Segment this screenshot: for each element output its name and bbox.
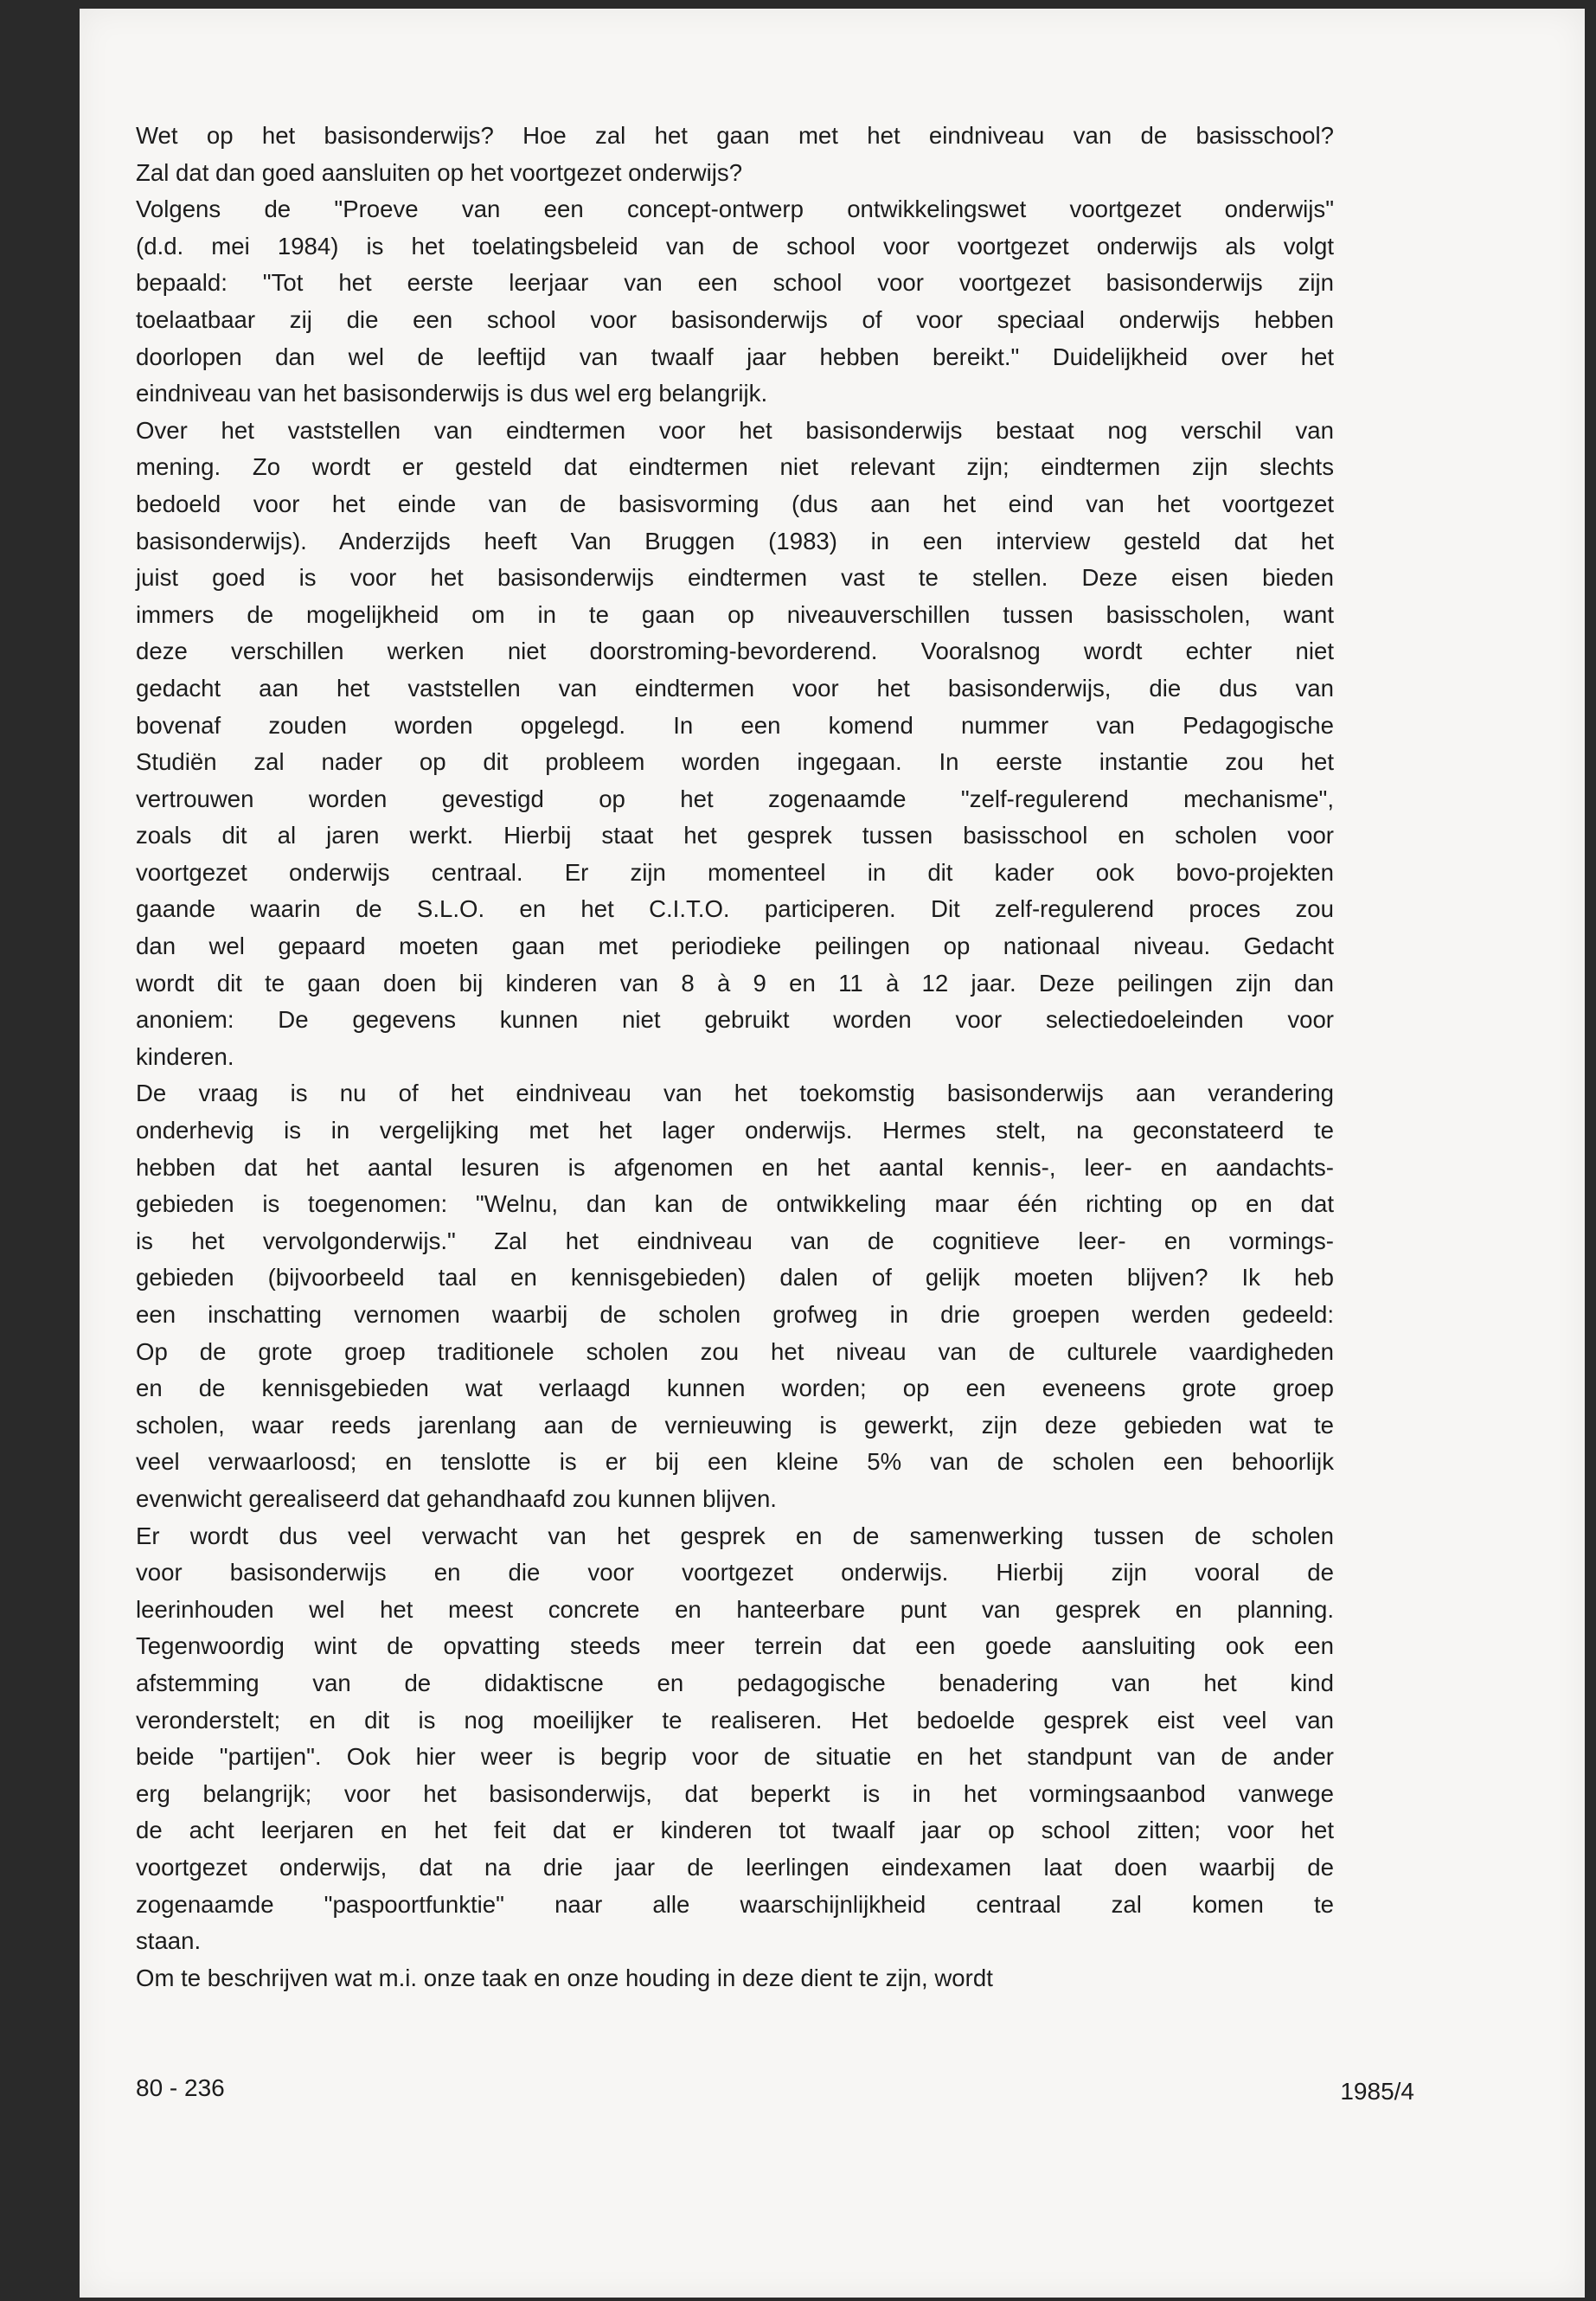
text-line: bovenaf zouden worden opgelegd. In een komend nummer van Pedagogische	[136, 711, 1334, 739]
text-line: een inschatting vernomen waarbij de scholen grofweg in drie groepen werden gedeeld:	[136, 1301, 1334, 1328]
text-line: gedacht aan het vaststellen van eindtermen voor het basisonderwijs, die dus van	[136, 674, 1334, 702]
text-line: doorlopen dan wel de leeftijd van twaalf jaar hebben bereikt." Duidelijkheid over het	[136, 343, 1334, 370]
text-line: Over het vaststellen van eindtermen voor het basisonderwijs bestaat nog verschil van	[136, 416, 1334, 444]
text-line: zoals dit al jaren werkt. Hierbij staat het gesprek tussen basisschool en scholen voor	[136, 822, 1334, 849]
text-line: mening. Zo wordt er gesteld dat eindtermen niet relevant zijn; eindtermen zijn slechts	[136, 453, 1334, 481]
text-line: kinderen.	[136, 1042, 234, 1070]
text-line: wordt dit te gaan doen bij kinderen van 8 à 9 en 11 à 12 jaar. Deze peilingen zijn dan	[136, 969, 1334, 997]
text-line: erg belangrijk; voor het basisonderwijs, dat beperkt is in het vormingsaanbod vanwege	[136, 1779, 1334, 1807]
text-line: is het vervolgonderwijs." Zal het eindniveau van de cognitieve leer- en vormings-	[136, 1227, 1334, 1254]
text-line: anoniem: De gegevens kunnen niet gebruikt worden voor selectiedoeleinden voor	[136, 1006, 1334, 1034]
text-line: veel verwaarloosd; en tenslotte is er bij een kleine 5% van de scholen een behoorlijk	[136, 1448, 1334, 1476]
text-line: bepaald: "Tot het eerste leerjaar van een school voor voortgezet basisonderwijs zijn	[136, 269, 1334, 297]
text-line: veronderstelt; en dit is nog moeilijker te realiseren. Het bedoelde gesprek eist veel van	[136, 1706, 1334, 1734]
text-line: voor basisonderwijs en die voor voortgezet onderwijs. Hierbij zijn vooral de	[136, 1559, 1334, 1586]
text-line: de acht leerjaren en het feit dat er kinderen tot twaalf jaar op school zitten; voor het	[136, 1817, 1334, 1844]
text-line: en de kennisgebieden wat verlaagd kunnen worden; op een eveneens grote groep	[136, 1375, 1334, 1402]
text-line: deze verschillen werken niet doorstroming-bevorderend. Vooralsnog wordt echter niet	[136, 638, 1334, 665]
page-reference: 80 - 236	[136, 2074, 225, 2101]
text-line: beide "partijen". Ook hier weer is begrip voor de situatie en het standpunt van de ander	[136, 1743, 1334, 1771]
text-line: Volgens de "Proeve van een concept-ontwerp ontwikkelingswet voortgezet onderwijs"	[136, 195, 1334, 223]
text-line: gaande waarin de S.L.O. en het C.I.T.O. participeren. Dit zelf-regulerend proces zou	[136, 895, 1334, 923]
text-line: juist goed is voor het basisonderwijs eindtermen vast te stellen. Deze eisen bieden	[136, 564, 1334, 592]
text-line: toelaatbaar zij die een school voor basisonderwijs of voor speciaal onderwijs hebben	[136, 305, 1334, 333]
text-line: evenwicht gerealiseerd dat gehandhaafd zou kunnen blijven.	[136, 1484, 777, 1512]
text-line: afstemming van de didaktiscne en pedagogische benadering van het kind	[136, 1669, 1334, 1696]
text-line: Om te beschrijven wat m.i. onze taak en onze houding in deze dient te zijn, wordt	[136, 1964, 993, 1991]
text-line: scholen, waar reeds jarenlang aan de vernieuwing is gewerkt, zijn deze gebieden wat te	[136, 1411, 1334, 1439]
text-line: gebieden (bijvoorbeeld taal en kennisgebieden) dalen of gelijk moeten blijven? Ik heb	[136, 1264, 1334, 1292]
text-line: vertrouwen worden gevestigd op het zogenaamde "zelf-regulerend mechanisme",	[136, 785, 1334, 812]
issue-number: 1985/4	[1340, 2078, 1414, 2105]
text-line: basisonderwijs). Anderzijds heeft Van Bruggen (1983) in een interview gesteld dat het	[136, 527, 1334, 554]
text-line: onderhevig is in vergelijking met het lager onderwijs. Hermes stelt, na geconstateerd te	[136, 1117, 1334, 1144]
text-line: Wet op het basisonderwijs? Hoe zal het gaan met het eindniveau van de basisschool?	[136, 122, 1334, 149]
text-line: Er wordt dus veel verwacht van het gesprek en de samenwerking tussen de scholen	[136, 1522, 1334, 1549]
text-line: zogenaamde "paspoortfunktie" naar alle waarschijnlijkheid centraal zal komen te	[136, 1890, 1334, 1918]
text-line: voortgezet onderwijs centraal. Er zijn momenteel in dit kader ook bovo-projekten	[136, 858, 1334, 886]
text-line: (d.d. mei 1984) is het toelatingsbeleid van de school voor voortgezet onderwijs als volgt	[136, 232, 1334, 260]
text-line: leerinhouden wel het meest concrete en hanteerbare punt van gesprek en planning.	[136, 1595, 1334, 1623]
text-line: bedoeld voor het einde van de basisvorming (dus aan het eind van het voortgezet	[136, 490, 1334, 517]
text-line: dan wel gepaard moeten gaan met periodieke peilingen op nationaal niveau. Gedacht	[136, 933, 1334, 960]
text-line: eindniveau van het basisonderwijs is dus wel erg belangrijk.	[136, 380, 768, 407]
text-line: voortgezet onderwijs, dat na drie jaar de leerlingen eindexamen laat doen waarbij de	[136, 1853, 1334, 1881]
text-line: Tegenwoordig wint de opvatting steeds meer terrein dat een goede aansluiting ook een	[136, 1632, 1334, 1660]
text-line: Studiën zal nader op dit probleem worden ingegaan. In eerste instantie zou het	[136, 748, 1334, 776]
text-line: Zal dat dan goed aansluiten op het voortgezet onderwijs?	[136, 158, 743, 186]
text-line: immers de mogelijkheid om in te gaan op niveauverschillen tussen basisscholen, want	[136, 600, 1334, 628]
text-line: De vraag is nu of het eindniveau van het toekomstig basisonderwijs aan verandering	[136, 1080, 1334, 1107]
text-line: hebben dat het aantal lesuren is afgenomen en het aantal kennis-, leer- en aandachts-	[136, 1153, 1334, 1181]
text-line: gebieden is toegenomen: "Welnu, dan kan de ontwikkeling maar één richting op en dat	[136, 1190, 1334, 1218]
body-text	[136, 118, 1334, 1997]
text-line: staan.	[136, 1927, 202, 1955]
text-line: Op de grote groep traditionele scholen zou het niveau van de culturele vaardigheden	[136, 1337, 1334, 1365]
